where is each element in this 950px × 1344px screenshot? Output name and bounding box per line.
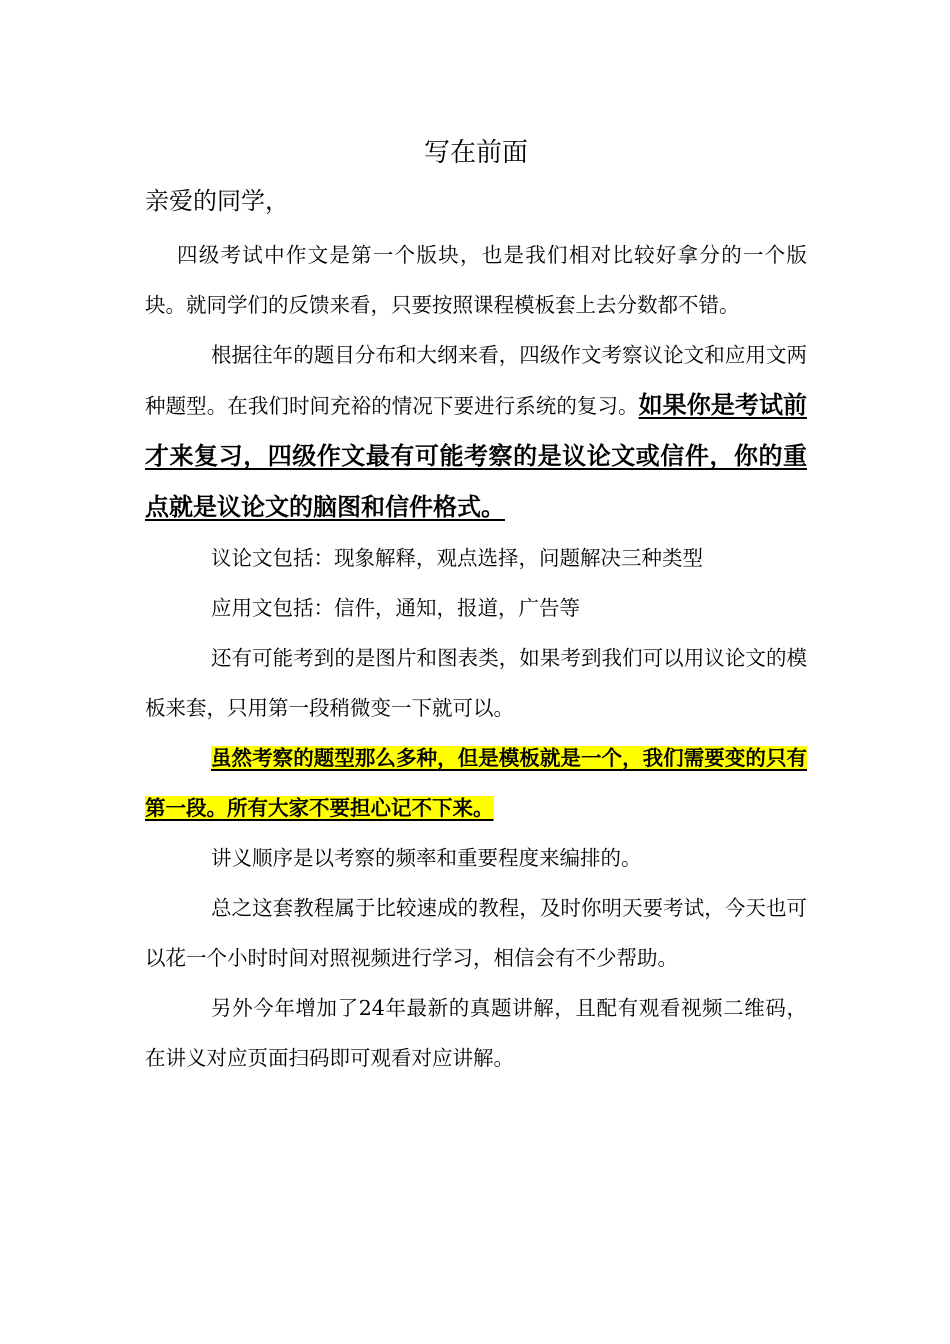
paragraph-summary: 总之这套教程属于比较速成的教程，及时你明天要考试，今天也可以花一个小时时间对照视频进行学习，相信会有不少帮助。 — [145, 896, 807, 970]
document-body — [145, 128, 807, 1083]
paragraph-charts: 还有可能考到的是图片和图表类，如果考到我们可以用议论文的模板来套，只用第一段稍微变一下就可以。 — [145, 646, 807, 720]
highlight-template-note: 虽然考察的题型那么多种，但是模板就是一个，我们需要变的只有第一段。所有大家不要担心记不下来。 — [145, 746, 807, 820]
paragraph-video-note: 另外今年增加了24年最新的真题讲解，且配有观看视频二维码，在讲义对应页面扫码即可观看对应讲解。 — [145, 996, 807, 1070]
paragraph-order: 讲义顺序是以考察的频率和重要程度来编排的。 — [211, 846, 642, 870]
paragraph-exam-types — [145, 330, 807, 533]
page-title: 写在前面 — [423, 138, 528, 168]
paragraph-exam-types-text: 根据往年的题目分布和大纲来看，四级作文考察议论文和应用文两种题型。在我们时间充裕的情况下要进行系统的复习。 — [145, 343, 807, 418]
greeting: 亲爱的同学， — [145, 187, 289, 215]
emphasis-key-advice: 如果你是考试前才来复习，四级作文最有可能考察的是议论文或信件，你的重点就是议论文的脑图和信件格式。 — [145, 391, 808, 521]
paragraph-highlight — [145, 733, 807, 833]
paragraph-intro: 四级考试中作文是第一个版块，也是我们相对比较好拿分的一个版块。就同学们的反馈来看，只要按照课程模板套上去分数都不错。 — [145, 243, 807, 317]
paragraph-practical: 应用文包括：信件，通知，报道，广告等 — [211, 596, 580, 620]
paragraph-argumentative: 议论文包括：现象解释，观点选择，问题解决三种类型 — [211, 546, 703, 570]
